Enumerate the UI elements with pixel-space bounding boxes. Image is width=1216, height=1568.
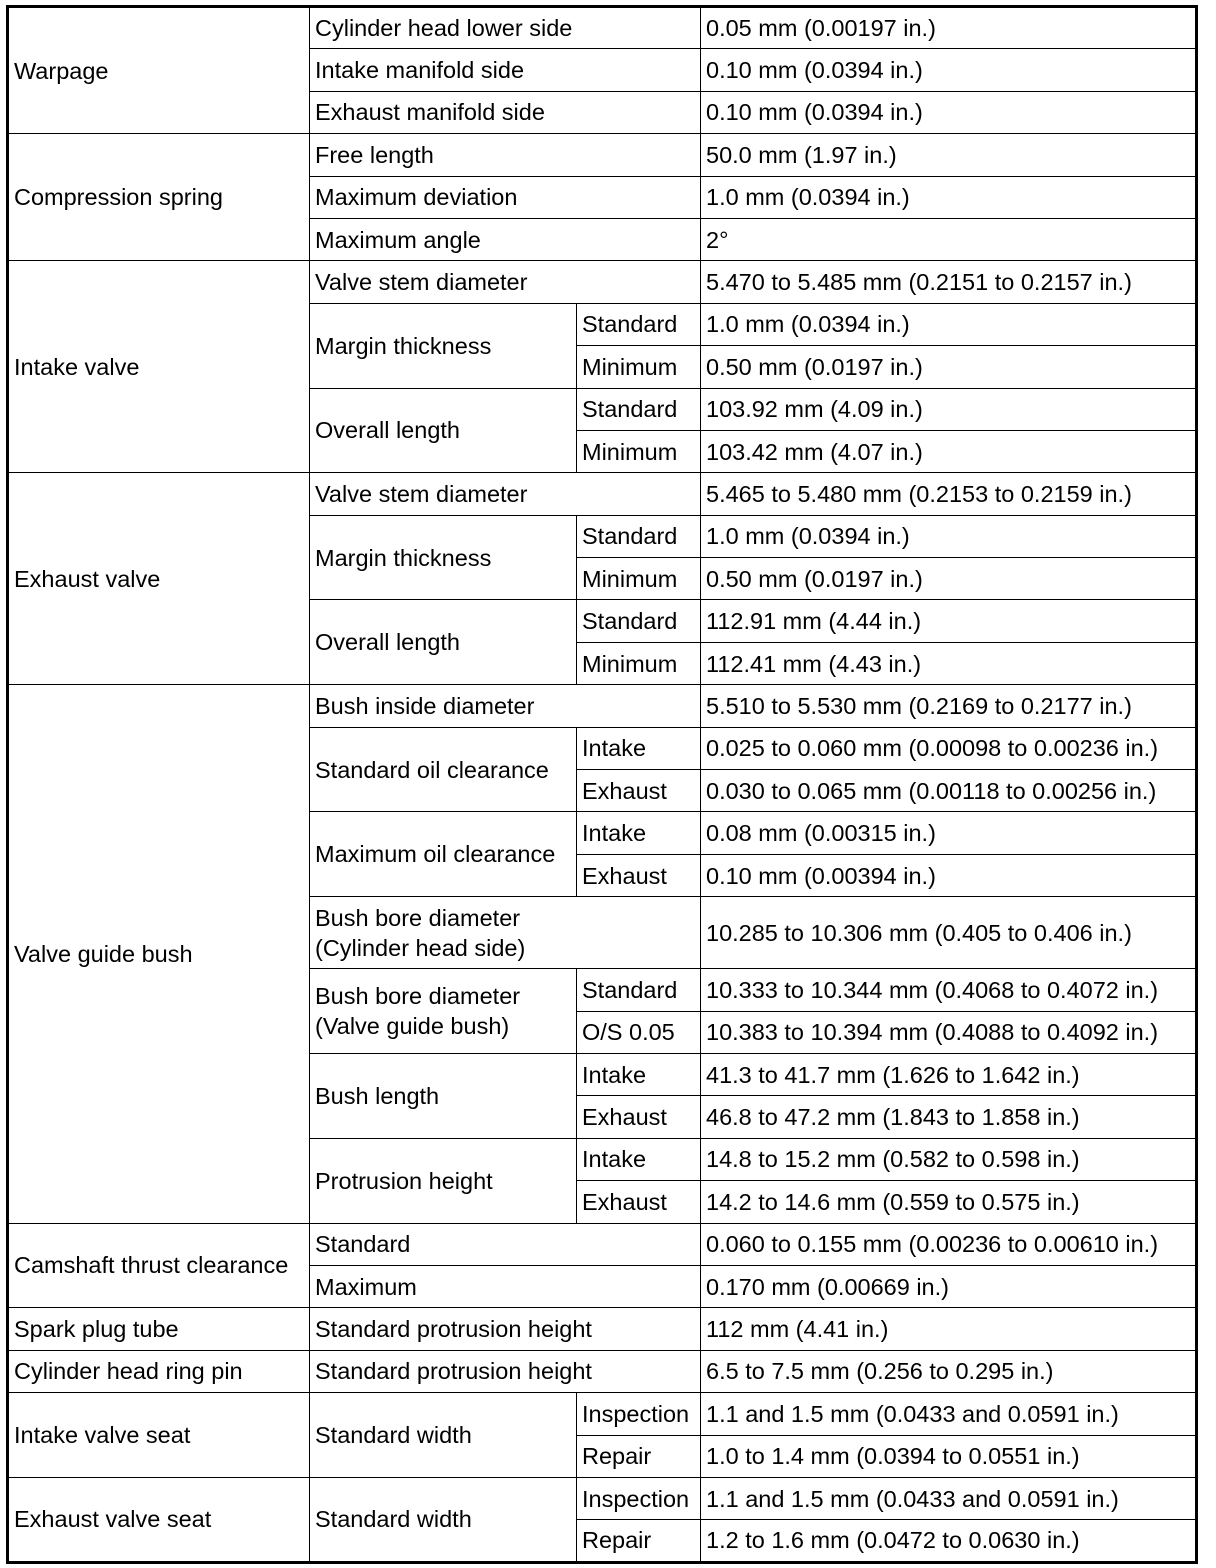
specification-table-body — [8, 7, 1197, 1563]
specification-table — [6, 5, 1198, 1564]
parameter-cell: Bush length — [310, 1053, 577, 1138]
value-cell: 1.0 mm (0.0394 in.) — [701, 303, 1197, 345]
condition-cell: Intake — [577, 1138, 701, 1180]
parameter-cell: Standard protrusion height — [310, 1308, 701, 1350]
table-row — [8, 1393, 1197, 1435]
condition-cell: Intake — [577, 1053, 701, 1095]
parameter-cell: Exhaust manifold side — [310, 91, 701, 133]
value-cell: 46.8 to 47.2 mm (1.843 to 1.858 in.) — [701, 1096, 1197, 1138]
table-row — [8, 1350, 1197, 1392]
condition-cell: O/S 0.05 — [577, 1011, 701, 1053]
value-cell: 14.8 to 15.2 mm (0.582 to 0.598 in.) — [701, 1138, 1197, 1180]
item-name-cell: Camshaft thrust clearance — [8, 1223, 310, 1308]
value-cell: 2° — [701, 218, 1197, 260]
table-row — [8, 7, 1197, 49]
item-name-cell: Cylinder head ring pin — [8, 1350, 310, 1392]
parameter-cell: Standard oil clearance — [310, 727, 577, 812]
item-name-cell: Compression spring — [8, 134, 310, 261]
parameter-cell: Bush bore diameter (Cylinder head side) — [310, 897, 701, 969]
condition-cell: Minimum — [577, 430, 701, 472]
condition-cell: Inspection — [577, 1393, 701, 1435]
value-cell: 0.10 mm (0.00394 in.) — [701, 854, 1197, 896]
parameter-cell: Maximum oil clearance — [310, 812, 577, 897]
value-cell: 1.1 and 1.5 mm (0.0433 and 0.0591 in.) — [701, 1393, 1197, 1435]
value-cell: 0.08 mm (0.00315 in.) — [701, 812, 1197, 854]
parameter-cell: Margin thickness — [310, 303, 577, 388]
condition-cell: Exhaust — [577, 770, 701, 812]
condition-cell: Intake — [577, 812, 701, 854]
condition-cell: Minimum — [577, 346, 701, 388]
parameter-cell: Free length — [310, 134, 701, 176]
value-cell: 0.05 mm (0.00197 in.) — [701, 7, 1197, 49]
value-cell: 0.060 to 0.155 mm (0.00236 to 0.00610 in.) — [701, 1223, 1197, 1265]
table-row — [8, 1308, 1197, 1350]
table-row — [8, 134, 1197, 176]
parameter-cell: Protrusion height — [310, 1138, 577, 1223]
condition-cell: Minimum — [577, 558, 701, 600]
condition-cell: Exhaust — [577, 1181, 701, 1223]
value-cell: 41.3 to 41.7 mm (1.626 to 1.642 in.) — [701, 1053, 1197, 1095]
parameter-cell: Standard width — [310, 1477, 577, 1562]
parameter-cell: Overall length — [310, 388, 577, 473]
value-cell: 10.333 to 10.344 mm (0.4068 to 0.4072 in.) — [701, 969, 1197, 1011]
parameter-cell: Standard protrusion height — [310, 1350, 701, 1392]
value-cell: 0.50 mm (0.0197 in.) — [701, 346, 1197, 388]
value-cell: 1.1 and 1.5 mm (0.0433 and 0.0591 in.) — [701, 1477, 1197, 1519]
parameter-cell: Maximum deviation — [310, 176, 701, 218]
value-cell: 0.170 mm (0.00669 in.) — [701, 1265, 1197, 1307]
value-cell: 50.0 mm (1.97 in.) — [701, 134, 1197, 176]
item-name-cell: Exhaust valve seat — [8, 1477, 310, 1562]
parameter-cell: Margin thickness — [310, 515, 577, 600]
value-cell: 1.0 to 1.4 mm (0.0394 to 0.0551 in.) — [701, 1435, 1197, 1477]
item-name-cell: Intake valve seat — [8, 1393, 310, 1478]
parameter-cell: Intake manifold side — [310, 49, 701, 91]
condition-cell: Repair — [577, 1435, 701, 1477]
condition-cell: Inspection — [577, 1477, 701, 1519]
condition-cell: Standard — [577, 303, 701, 345]
value-cell: 1.0 mm (0.0394 in.) — [701, 176, 1197, 218]
value-cell: 5.510 to 5.530 mm (0.2169 to 0.2177 in.) — [701, 685, 1197, 727]
condition-cell: Exhaust — [577, 1096, 701, 1138]
condition-cell: Standard — [577, 600, 701, 642]
value-cell: 5.465 to 5.480 mm (0.2153 to 0.2159 in.) — [701, 473, 1197, 515]
parameter-cell: Bush bore diameter (Valve guide bush) — [310, 969, 577, 1054]
condition-cell: Repair — [577, 1520, 701, 1562]
value-cell: 0.50 mm (0.0197 in.) — [701, 558, 1197, 600]
condition-cell: Standard — [577, 969, 701, 1011]
value-cell: 10.285 to 10.306 mm (0.405 to 0.406 in.) — [701, 897, 1197, 969]
value-cell: 0.030 to 0.065 mm (0.00118 to 0.00256 in.) — [701, 770, 1197, 812]
value-cell: 5.470 to 5.485 mm (0.2151 to 0.2157 in.) — [701, 261, 1197, 303]
item-name-cell: Exhaust valve — [8, 473, 310, 685]
condition-cell: Standard — [577, 388, 701, 430]
item-name-cell: Warpage — [8, 7, 310, 134]
parameter-cell: Maximum — [310, 1265, 701, 1307]
parameter-cell: Overall length — [310, 600, 577, 685]
parameter-cell: Valve stem diameter — [310, 473, 701, 515]
value-cell: 1.2 to 1.6 mm (0.0472 to 0.0630 in.) — [701, 1520, 1197, 1562]
value-cell: 14.2 to 14.6 mm (0.559 to 0.575 in.) — [701, 1181, 1197, 1223]
condition-cell: Minimum — [577, 642, 701, 684]
item-name-cell: Spark plug tube — [8, 1308, 310, 1350]
parameter-cell: Standard — [310, 1223, 701, 1265]
parameter-cell: Cylinder head lower side — [310, 7, 701, 49]
table-row — [8, 261, 1197, 303]
value-cell: 1.0 mm (0.0394 in.) — [701, 515, 1197, 557]
value-cell: 0.10 mm (0.0394 in.) — [701, 49, 1197, 91]
parameter-cell: Valve stem diameter — [310, 261, 701, 303]
value-cell: 112.41 mm (4.43 in.) — [701, 642, 1197, 684]
table-row — [8, 473, 1197, 515]
value-cell: 0.10 mm (0.0394 in.) — [701, 91, 1197, 133]
item-name-cell: Intake valve — [8, 261, 310, 473]
value-cell: 103.92 mm (4.09 in.) — [701, 388, 1197, 430]
value-cell: 6.5 to 7.5 mm (0.256 to 0.295 in.) — [701, 1350, 1197, 1392]
parameter-cell: Standard width — [310, 1393, 577, 1478]
parameter-cell: Maximum angle — [310, 218, 701, 260]
value-cell: 10.383 to 10.394 mm (0.4088 to 0.4092 in.) — [701, 1011, 1197, 1053]
table-row — [8, 685, 1197, 727]
table-row — [8, 1223, 1197, 1265]
condition-cell: Standard — [577, 515, 701, 557]
table-row — [8, 1477, 1197, 1519]
condition-cell: Exhaust — [577, 854, 701, 896]
value-cell: 0.025 to 0.060 mm (0.00098 to 0.00236 in.) — [701, 727, 1197, 769]
value-cell: 112.91 mm (4.44 in.) — [701, 600, 1197, 642]
item-name-cell: Valve guide bush — [8, 685, 310, 1223]
value-cell: 112 mm (4.41 in.) — [701, 1308, 1197, 1350]
condition-cell: Intake — [577, 727, 701, 769]
parameter-cell: Bush inside diameter — [310, 685, 701, 727]
value-cell: 103.42 mm (4.07 in.) — [701, 430, 1197, 472]
